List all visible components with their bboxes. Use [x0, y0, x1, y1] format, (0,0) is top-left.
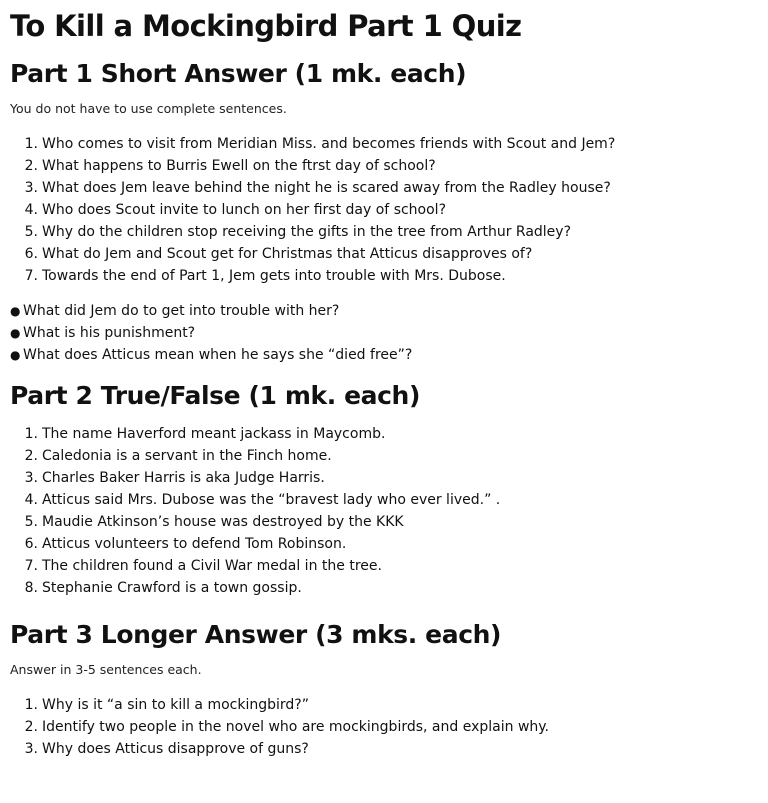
question-text: Why do the children stop receiving the gifts in the tree from Arthur Radley? [42, 224, 572, 240]
question-number: 8. [24, 580, 38, 596]
question-text: The children found a Civil War medal in the tree. [42, 558, 382, 574]
part2-section [10, 382, 768, 599]
question-number: 4. [24, 492, 38, 508]
part2-question-list [10, 423, 768, 599]
part3-question-list [10, 694, 768, 760]
question-text: Who comes to visit from Meridian Miss. and becomes friends with Scout and Jem? [42, 136, 616, 152]
question-text: The name Haverford meant jackass in Maycomb. [42, 426, 386, 442]
question-number: 2. [24, 719, 38, 735]
question-number: 5. [24, 224, 38, 240]
question-text: Caledonia is a servant in the Finch home. [42, 448, 332, 464]
question-text: What happens to Burris Ewell on the ftrst day of school? [42, 158, 436, 174]
subquestion-text: What did Jem do to get into trouble with her? [23, 303, 340, 319]
question-number: 3. [24, 470, 38, 486]
question-number: 3. [24, 741, 38, 757]
question-item [24, 177, 768, 199]
part1-heading: Part 1 Short Answer (1 mk. each) [10, 59, 467, 88]
part2-heading: Part 2 True/False (1 mk. each) [10, 381, 420, 410]
question-text: What do Jem and Scout get for Christmas that Atticus disapproves of? [42, 246, 533, 262]
question-text: Identify two people in the novel who are mockingbirds, and explain why. [42, 719, 550, 735]
question-item [24, 133, 768, 155]
question-item [24, 489, 768, 511]
question-number: 2. [24, 158, 38, 174]
question-item [24, 555, 768, 577]
part3-heading: Part 3 Longer Answer (3 mks. each) [10, 620, 502, 649]
question-text: Towards the end of Part 1, Jem gets into trouble with Mrs. Dubose. [42, 268, 506, 284]
question-number: 5. [24, 514, 38, 530]
subquestion-text: What is his punishment? [23, 325, 196, 341]
subquestion-item [10, 344, 768, 366]
question-text: What does Jem leave behind the night he is scared away from the Radley house? [42, 180, 611, 196]
question-item [24, 221, 768, 243]
question-item [24, 265, 768, 287]
question-number: 6. [24, 246, 38, 262]
bullet-icon: ● [10, 326, 21, 340]
part1-section [10, 60, 768, 366]
question-text: Atticus volunteers to defend Tom Robinson. [42, 536, 347, 552]
question-number: 1. [24, 426, 38, 442]
subquestion-text: What does Atticus mean when he says she “died free”? [23, 347, 413, 363]
subquestion-item [10, 322, 768, 344]
part1-subquestion-list [10, 300, 768, 366]
question-item [24, 533, 768, 555]
part1-question-list [10, 133, 768, 287]
question-number: 7. [24, 558, 38, 574]
question-item [24, 511, 768, 533]
part3-section [10, 621, 768, 760]
question-item [24, 155, 768, 177]
question-text: Stephanie Crawford is a town gossip. [42, 580, 302, 596]
question-text: Charles Baker Harris is aka Judge Harris. [42, 470, 325, 486]
question-number: 2. [24, 448, 38, 464]
question-text: Maudie Atkinson’s house was destroyed by the KKK [42, 514, 404, 530]
question-item [24, 738, 768, 760]
bullet-icon: ● [10, 304, 21, 318]
question-item [24, 243, 768, 265]
question-text: Atticus said Mrs. Dubose was the “bravest lady who ever lived.” . [42, 492, 501, 508]
question-item [24, 694, 768, 716]
question-text: Who does Scout invite to lunch on her first day of school? [42, 202, 447, 218]
part3-instructions: Answer in 3-5 sentences each. [10, 662, 202, 677]
question-number: 6. [24, 536, 38, 552]
subquestion-item [10, 300, 768, 322]
question-item [24, 445, 768, 467]
question-item [24, 199, 768, 221]
question-text: Why does Atticus disapprove of guns? [42, 741, 309, 757]
question-item [24, 716, 768, 738]
question-number: 4. [24, 202, 38, 218]
question-number: 1. [24, 136, 38, 152]
question-number: 3. [24, 180, 38, 196]
question-item [24, 423, 768, 445]
question-item [24, 467, 768, 489]
question-item [24, 577, 768, 599]
page-title: To Kill a Mockingbird Part 1 Quiz [10, 9, 522, 43]
bullet-icon: ● [10, 348, 21, 362]
question-number: 1. [24, 697, 38, 713]
question-number: 7. [24, 268, 38, 284]
question-text: Why is it “a sin to kill a mockingbird?” [42, 697, 309, 713]
part1-instructions: You do not have to use complete sentences. [10, 101, 287, 116]
